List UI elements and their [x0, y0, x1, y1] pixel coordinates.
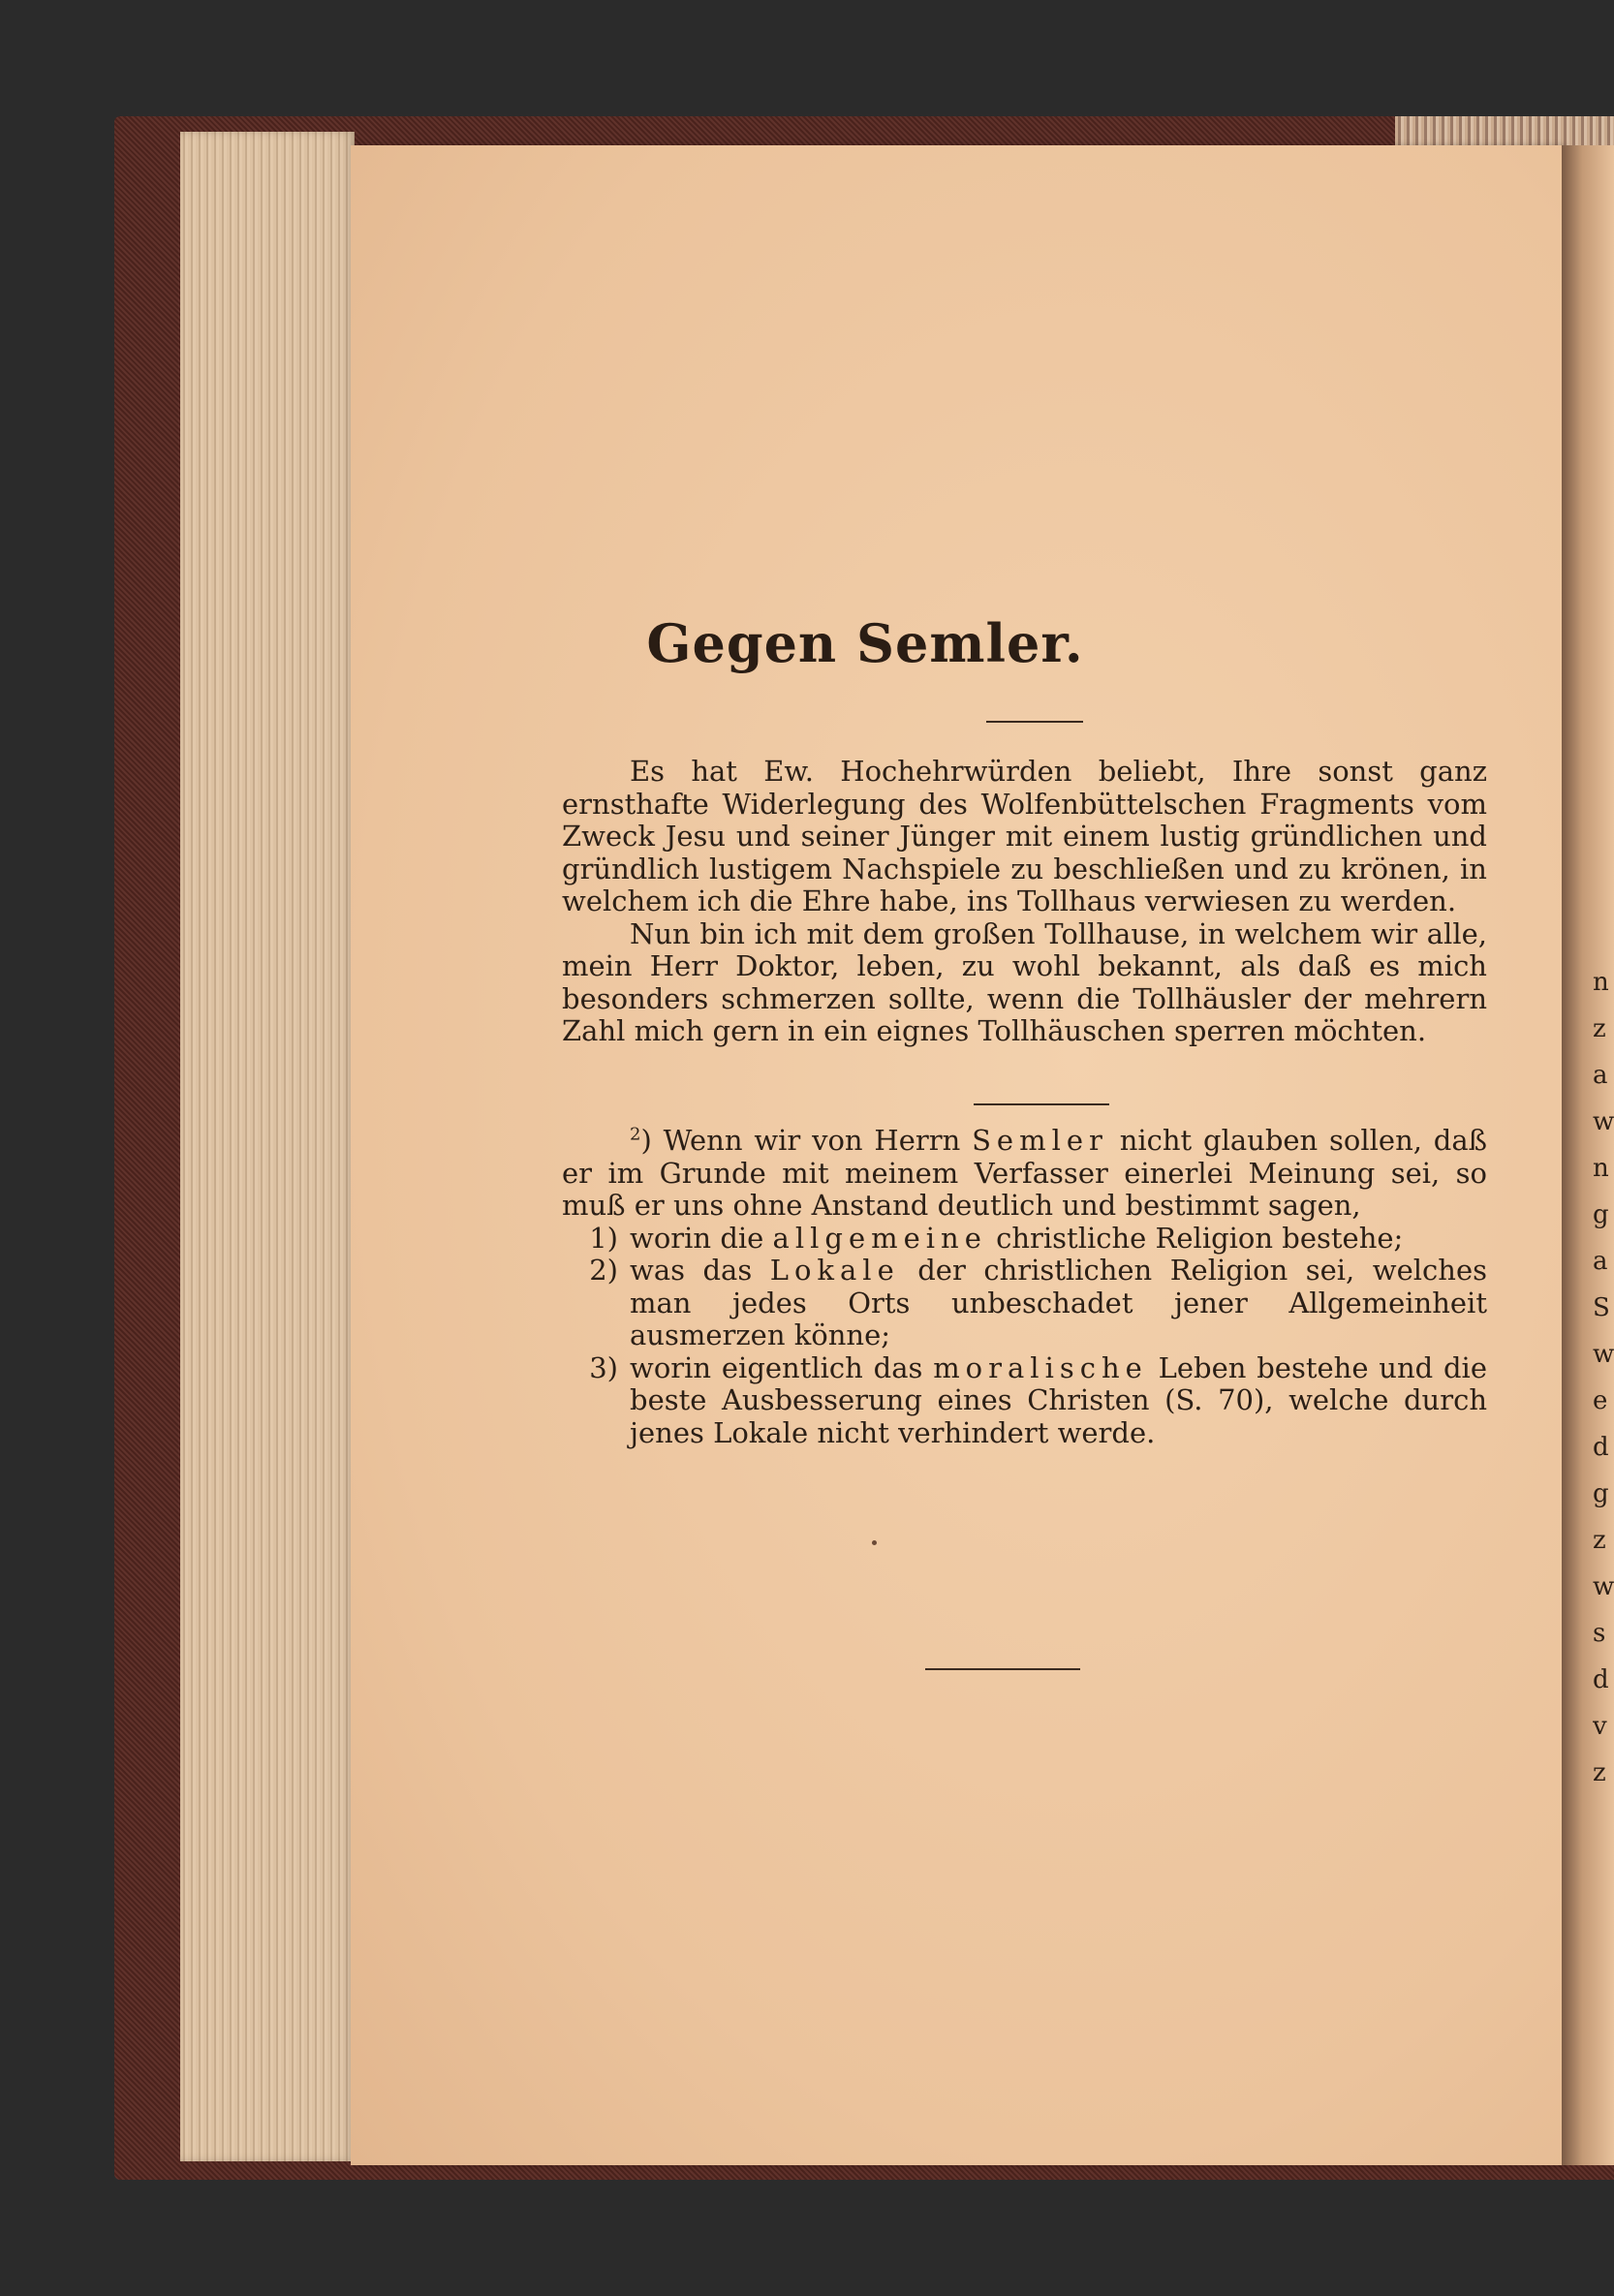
- fragment-letter: n: [1593, 1154, 1609, 1183]
- chapter-title: Gegen Semler.: [646, 612, 1084, 674]
- item-text: [630, 1223, 1487, 1256]
- item-text: [630, 1352, 1487, 1450]
- item-text-part: christliche Religion bestehe;: [986, 1221, 1404, 1255]
- page-speck: [872, 1540, 877, 1545]
- paragraph: Nun bin ich mit dem großen Tollhause, in welchem wir alle, mein Herr Doktor, leben, zu wohl bekannt, als daß es mich besonders schmerzen sollte, wenn die Tollhäusler der mehrern Zahl mich gern in ein eignes Tollhäuschen sperren möchten.: [562, 916, 1487, 1047]
- paragraph: Es hat Ew. Hochehrwürden beliebt, Ihre sonst ganz ernsthafte Widerlegung des Wolfenbüttelschen Fragments vom Zweck Jesu und seiner Jünger mit einem lustig gründlichen und gründlich lustigem Nachspiele zu beschließen und zu krönen, in welchem ich die Ehre habe, ins Tollhaus verwiesen zu werden.: [562, 755, 1487, 917]
- fragment-letter: e: [1593, 1386, 1608, 1415]
- fragment-letter: w: [1593, 1340, 1614, 1369]
- fragment-letter: w: [1593, 1107, 1614, 1136]
- list-item: [562, 1223, 1487, 1256]
- footnote-marker: 2: [630, 1124, 641, 1145]
- item-text-part: was das: [630, 1254, 770, 1287]
- fragment-letter: z: [1593, 1014, 1606, 1043]
- fragment-letter: a: [1593, 1061, 1608, 1090]
- footnote-intro: [562, 1125, 1487, 1223]
- fragment-letter: g: [1593, 1200, 1609, 1229]
- list-item: [562, 1255, 1487, 1352]
- item-text-part: Leben bestehe und die beste Ausbesserung eines Christen (S. 70), welche durch jenes Lokale nicht verhindert werde.: [630, 1350, 1487, 1449]
- item-number: 3): [589, 1350, 618, 1384]
- fragment-letter: v: [1593, 1712, 1607, 1741]
- footnote-list: [562, 1223, 1487, 1450]
- item-number: 1): [589, 1221, 618, 1255]
- fragment-letter: S: [1593, 1293, 1610, 1322]
- fragment-letter: g: [1593, 1479, 1609, 1508]
- fragment-letter: s: [1593, 1619, 1606, 1648]
- item-text-part: der christlichen Religion sei, welches man jedes Orts unbeschadet jener Allgemeinheit ausmerzen könne;: [630, 1254, 1487, 1351]
- page-end-rule: [925, 1668, 1080, 1670]
- body-text: [562, 756, 1487, 1048]
- fragment-letter: z: [1593, 1758, 1606, 1787]
- title-rule: [986, 721, 1083, 723]
- footnote: [562, 1125, 1487, 1449]
- spaced-word: allgemeine: [772, 1221, 987, 1255]
- item-number: 2): [589, 1254, 618, 1287]
- fragment-letter: a: [1593, 1247, 1608, 1276]
- page-edges: [180, 132, 355, 2161]
- item-text-part: worin eigentlich das: [630, 1350, 934, 1384]
- fragment-letter: d: [1593, 1665, 1609, 1694]
- section-rule: [974, 1103, 1109, 1105]
- footnote-name: Semler: [972, 1124, 1108, 1157]
- fragment-letter: d: [1593, 1433, 1609, 1462]
- spaced-word: moralische: [933, 1350, 1148, 1384]
- footnote-text: ) Wenn wir von Herrn: [640, 1124, 973, 1157]
- item-text-part: worin die: [630, 1221, 773, 1255]
- spaced-word: Lokale: [769, 1254, 900, 1287]
- fragment-letter: n: [1593, 968, 1609, 997]
- footnote-text: nicht glauben sollen, daß er im Grunde mit meinem Verfasser einerlei Meinung sei, so muß er uns ohne Anstand deutlich und bestimmt sagen,: [562, 1124, 1487, 1222]
- item-text: [630, 1255, 1487, 1352]
- list-item: [562, 1352, 1487, 1450]
- next-page-fragment: [1593, 959, 1614, 1796]
- fragment-letter: w: [1593, 1572, 1614, 1601]
- fragment-letter: z: [1593, 1526, 1606, 1555]
